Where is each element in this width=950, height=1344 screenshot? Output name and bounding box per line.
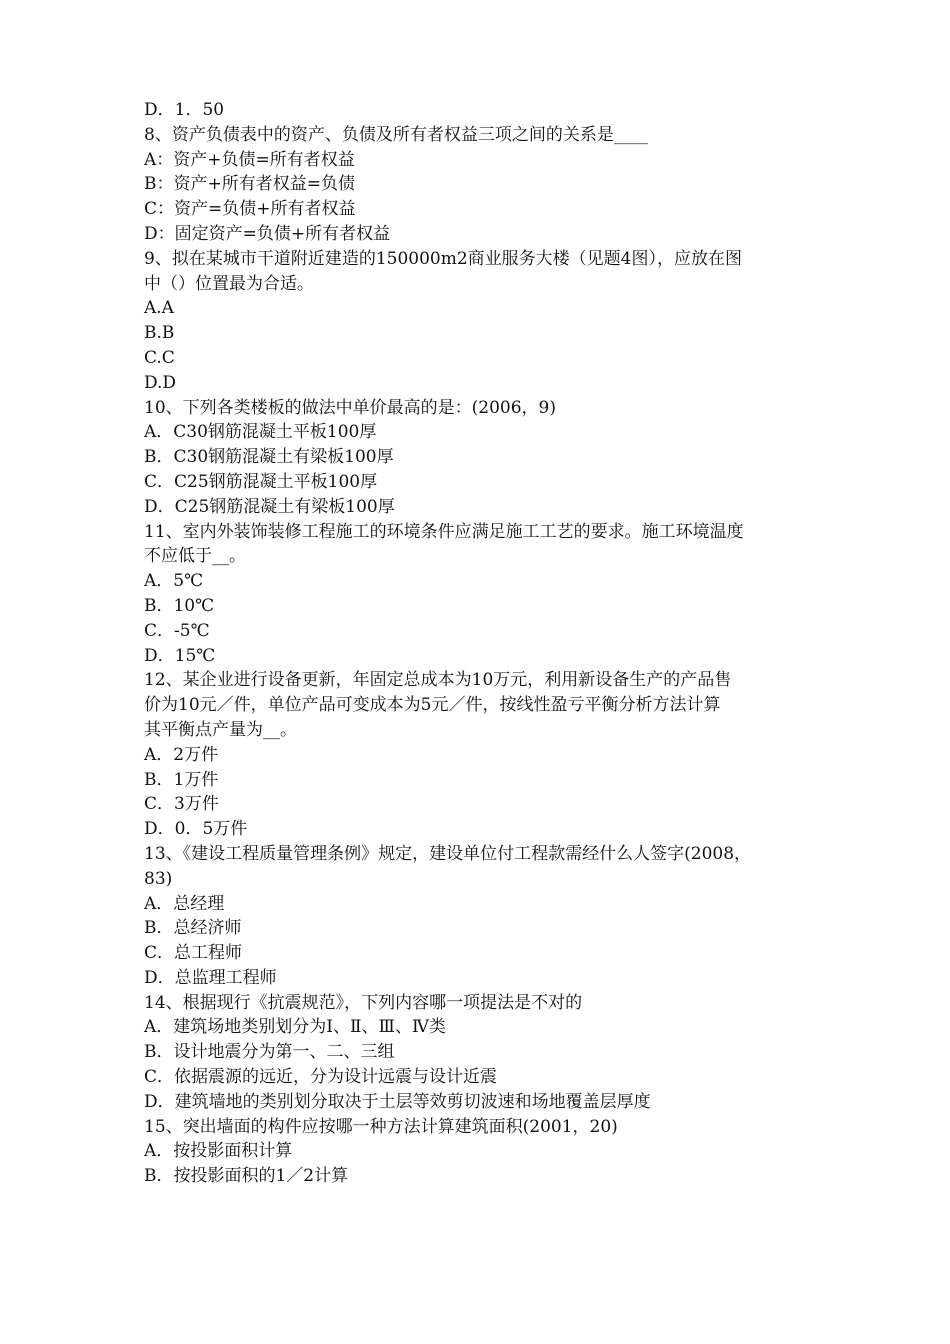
option-d: D.D	[144, 372, 177, 393]
text-line: D．1．50	[144, 100, 225, 120]
option-c: C.C	[144, 347, 175, 368]
option-c: C．-5℃	[144, 620, 210, 641]
option-b: B．设计地震分为第一、二、三组	[144, 1042, 395, 1063]
question-11-cont: 不应低于__。	[144, 546, 246, 567]
option-a: A．5℃	[144, 571, 204, 592]
question-13: 13、《建设工程质量管理条例》规定，建设单位付工程款需经什么人签字(2008，	[144, 843, 752, 864]
question-10: 10、下列各类楼板的做法中单价最高的是：(2006，9)	[144, 397, 556, 418]
question-9: 9、拟在某城市干道附近建造的150000m2商业服务大楼（见题4图），应放在图	[144, 248, 742, 269]
option-a: A．按投影面积计算	[144, 1141, 293, 1162]
option-c: C：资产=负债+所有者权益	[144, 199, 356, 220]
option-d: D：固定资产=负债+所有者权益	[144, 223, 391, 244]
question-8: 8、资产负债表中的资产、负债及所有者权益三项之间的关系是____	[144, 124, 648, 145]
question-11: 11、室内外装饰装修工程施工的环境条件应满足施工工艺的要求。施工环境温度	[144, 521, 744, 542]
question-12-cont: 其平衡点产量为__。	[144, 719, 297, 740]
option-d: D．建筑墙地的类别划分取决于土层等效剪切波速和场地覆盖层厚度	[144, 1091, 651, 1112]
question-12: 12、某企业进行设备更新，年固定总成本为10万元，利用新设备生产的产品售	[144, 670, 732, 691]
option-a: A.A	[144, 298, 174, 319]
option-c: C．C25钢筋混凝土平板100厚	[144, 471, 378, 492]
option-b: B．按投影面积的1／2计算	[144, 1166, 349, 1187]
option-d: D．15℃	[144, 645, 216, 666]
option-b: B．总经济师	[144, 918, 242, 939]
question-9-cont: 中（）位置最为合适。	[144, 273, 314, 294]
option-d: D．C25钢筋混凝土有梁板100厚	[144, 496, 395, 517]
option-a: A．C30钢筋混凝土平板100厚	[144, 422, 377, 443]
option-a: A．2万件	[144, 744, 219, 765]
option-b: B．C30钢筋混凝土有梁板100厚	[144, 447, 394, 468]
option-b: B．1万件	[144, 769, 219, 790]
option-c: C．3万件	[144, 794, 219, 815]
question-14: 14、根据现行《抗震规范》，下列内容哪一项提法是不对的	[144, 992, 583, 1013]
option-d: D．0．5万件	[144, 819, 248, 840]
option-c: C．总工程师	[144, 943, 243, 964]
option-b: B.B	[144, 323, 175, 344]
option-a: A．建筑场地类别划分为Ⅰ、Ⅱ、Ⅲ、Ⅳ类	[144, 1017, 446, 1038]
option-d: D．总监理工程师	[144, 967, 277, 988]
option-b: B：资产+所有者权益=负债	[144, 174, 355, 195]
question-13-cont: 83)	[144, 868, 173, 889]
option-c: C．依据震源的远近，分为设计远震与设计近震	[144, 1067, 498, 1088]
option-a: A．总经理	[144, 893, 225, 914]
question-12-cont: 价为10元／件，单位产品可变成本为5元／件，按线性盈亏平衡分析方法计算	[144, 695, 721, 716]
option-a: A：资产+负债=所有者权益	[144, 149, 355, 170]
option-b: B．10℃	[144, 595, 215, 616]
question-15: 15、突出墙面的构件应按哪一种方法计算建筑面积(2001，20)	[144, 1116, 618, 1137]
document-page	[144, 98, 824, 1189]
